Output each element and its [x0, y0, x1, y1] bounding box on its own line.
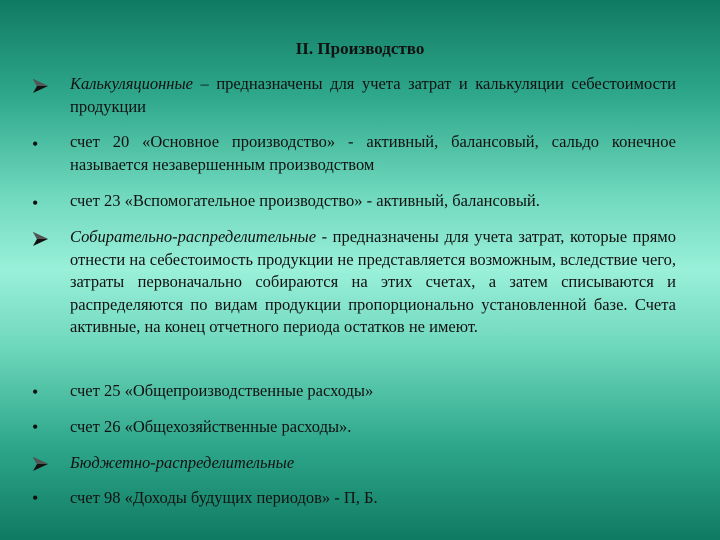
list-item-calculation-accounts [70, 73, 676, 118]
bullet-icon: • [32, 193, 39, 213]
list-item-account-23 [70, 190, 676, 213]
item-text: счет 23 «Вспомогательное производство» - активный, балансовый. [70, 191, 540, 210]
bullet-icon: • [32, 417, 39, 437]
list-item-budget-distributing-accounts [70, 452, 676, 475]
list-item-account-98 [70, 487, 676, 510]
bullet-icon: • [32, 134, 39, 154]
item-term: Собирательно-распределительные [70, 227, 317, 246]
arrow-bullet-icon [32, 230, 50, 248]
item-term: Калькуляционные [70, 74, 193, 93]
item-term: Бюджетно-распределительные [70, 453, 295, 472]
bullet-icon: • [32, 488, 39, 508]
arrow-bullet-icon [32, 77, 50, 95]
list-item-account-26 [70, 416, 676, 439]
item-text: - предназначены для учета затрат, которые прямо отнести на себестоимость продукции не представляется возможным, вследствие чего, затраты первоначально собираются на этих счетах, а затем списываются и распределяются по видам продукции пропорционально установленной базе. Счета активные, на конец отчетного периода остатков не имеют. [70, 227, 676, 336]
item-text: счет 20 «Основное производство» - активный, балансовый, сальдо конечное называется незавершенным производством [70, 132, 676, 174]
list-item-account-25 [70, 380, 676, 403]
item-text: счет 25 «Общепроизводственные расходы» [70, 381, 374, 400]
list-item-collecting-distributing-accounts [70, 226, 676, 339]
item-text: счет 26 «Общехозяйственные расходы». [70, 417, 352, 436]
arrow-bullet-icon [32, 455, 50, 473]
bullet-icon: • [32, 382, 39, 402]
slide-title: II. Производство [295, 39, 425, 58]
item-text: счет 98 «Доходы будущих периодов» - П, Б. [70, 488, 378, 507]
list-item-account-20 [70, 131, 676, 176]
item-text: – предназначены для учета затрат и калькуляции себестоимости продукции [70, 74, 676, 116]
